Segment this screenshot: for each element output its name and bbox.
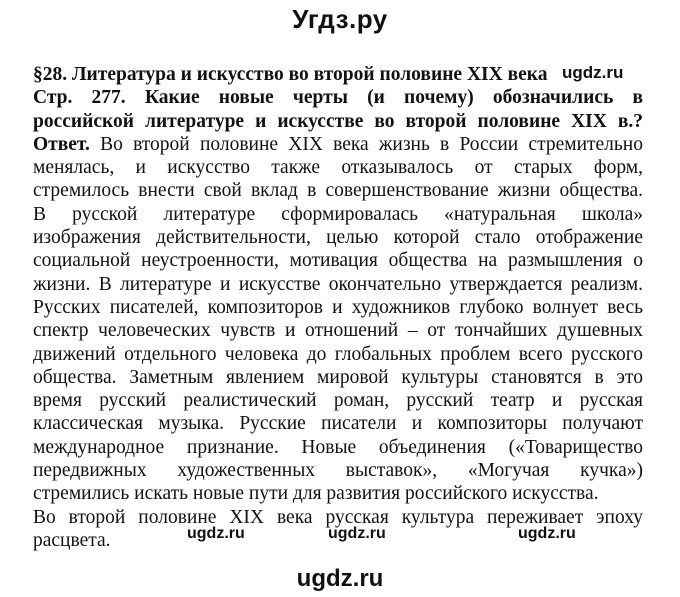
answer-line: жизни. В литературе и искусстве окончательно утверждается реализм. (33, 273, 643, 295)
site-header: Угдз.ру (292, 4, 388, 34)
answer-label: Ответ. (33, 133, 90, 155)
watermark-bottom-2: ugdz.ru (328, 525, 386, 542)
answer-line: классическая музыка. Русские писатели и композиторы получают (33, 413, 643, 435)
answer-line: менялась, и искусство также отказывалось от старых форм, (33, 157, 643, 179)
answer-line-1 (33, 133, 643, 156)
answer-line: спектр человеческих чувств и отношений – от тончайших душевных (33, 320, 643, 342)
answer-line: Русских писателей, композиторов и художников глубоко волнует весь (33, 296, 643, 318)
answer-line: стремилось внести свой вклад в совершенствование жизни общества. (33, 180, 643, 202)
answer-line: социальной неустроенности, мотивация общества на размышления о (33, 250, 643, 272)
answer-line: движений отдельного человека до глобальных проблем всего русского (33, 343, 643, 365)
watermark-bottom-3: ugdz.ru (518, 525, 576, 542)
answer-line-last: расцвета. (33, 529, 111, 551)
watermark-bottom-1: ugdz.ru (187, 525, 245, 542)
question-line-2: российской литературе и искусстве во второй половине XIX в.? (33, 110, 643, 132)
site-footer: ugdz.ru (296, 565, 384, 592)
document-body (33, 63, 643, 552)
answer-line: международное признание. Новые объединения («Товарищество (33, 436, 643, 458)
watermark-title: ugdz.ru (562, 63, 624, 82)
answer-line: Во второй половине XIX века русская культура переживает эпоху (33, 506, 643, 528)
answer-line: изображения действительности, целью которой стало отображение (33, 227, 643, 249)
answer-first-line-text: Во второй половине XIX века жизнь в России стремительно (100, 133, 643, 155)
answer-line: передвижных художественных выставок», «Могучая кучка») (33, 460, 643, 482)
question-line-1: Стр. 277. Какие новые черты (и почему) обозначились в (33, 87, 643, 109)
answer-line: общества. Заметным явлением мировой культуры становятся в это (33, 366, 643, 388)
answer-line: В русской литературе сформировалась «натуральная школа» (33, 203, 643, 225)
answer-line: время русский реалистический роман, русский театр и русская (33, 390, 643, 412)
section-title: §28. Литература и искусство во второй половине XIX века (33, 64, 548, 85)
answer-line: стремились искать новые пути для развития российского искусства. (33, 483, 599, 505)
